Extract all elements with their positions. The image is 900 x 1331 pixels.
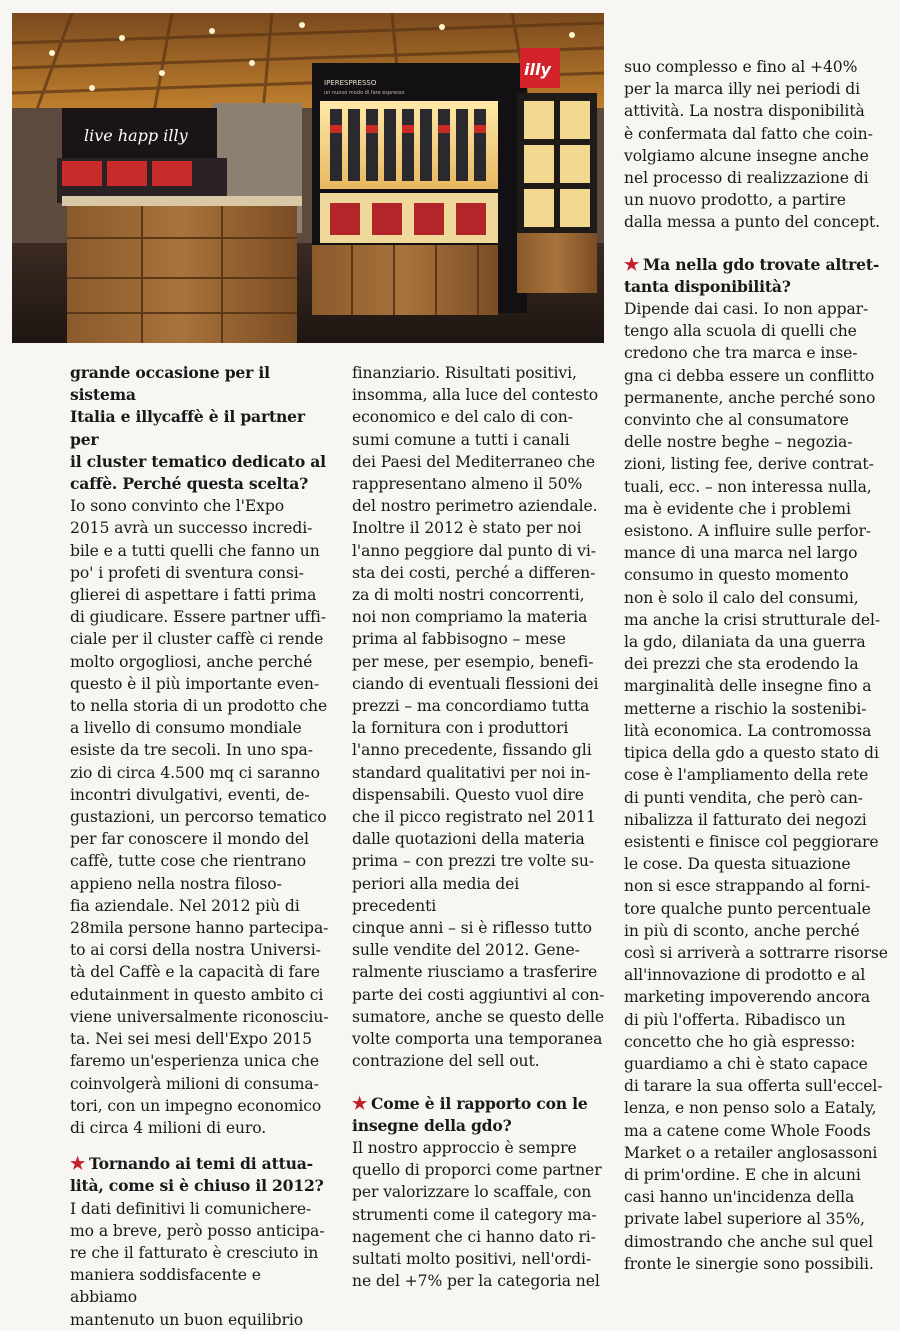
text-line: non si esce strappando al forni- [624, 877, 871, 896]
text-line: ma a catene come Whole Foods [624, 1121, 871, 1140]
illy-store-illustration [12, 13, 604, 343]
text-line: ralmente riusciamo a trasferire [352, 963, 598, 982]
text-line: maniera soddisfacente e abbiamo [70, 1266, 261, 1307]
text-line: di giudicare. Essere partner uffi- [70, 608, 326, 627]
text-line: il cluster tematico dedicato al [70, 451, 326, 471]
text-line: standard qualitativi per noi in- [352, 763, 591, 782]
text-line: convinto che al consumatore [624, 411, 849, 430]
text-line: dimostrando che anche sul quel [624, 1232, 874, 1251]
text-line: non è solo il calo del consumi, [624, 588, 859, 607]
text-line: bile e a tutti quelli che fanno un [70, 541, 320, 560]
text-line: consumo in questo momento [624, 566, 849, 585]
question-expo [70, 362, 332, 495]
star-icon: ★ [352, 1093, 368, 1114]
text-line: coinvolgerà milioni di consuma- [70, 1074, 319, 1093]
text-line: Italia e illycaffè è il partner per [70, 407, 305, 449]
text-line: dei prezzi che sta erodendo la [624, 655, 859, 674]
text-line: del nostro perimetro aziendale. [352, 497, 598, 516]
text-line: esiste da tre secoli. In uno spa- [70, 741, 313, 760]
text-line: caffè, tutte cose che rientrano [70, 852, 307, 871]
text-line: cinque anni – si è riflesso tutto [352, 919, 592, 938]
text-line [70, 1153, 332, 1175]
text-line: prezzi – ma concordiamo tutta [352, 697, 590, 716]
text-line: casi hanno un'incidenza della [624, 1188, 855, 1207]
text-line: dalla messa a punto del concept. [624, 213, 881, 232]
text-line: Inoltre il 2012 è stato per noi [352, 519, 582, 538]
text-line: grande occasione per il sistema [70, 363, 270, 405]
text-line: to nella storia di un prodotto che [70, 697, 328, 716]
text-line: le cose. Da questa situazione [624, 855, 851, 874]
text-line: concetto che ho già espresso: [624, 1032, 856, 1051]
illy-logo-text: illy [524, 60, 551, 79]
text-line: di prim'ordine. E che in alcuni [624, 1165, 861, 1184]
text-line: per valorizzare lo scaffale, con [352, 1183, 592, 1202]
text-line: marketing impoverendo ancora [624, 988, 871, 1007]
answer-expo [70, 495, 332, 1139]
text-line: caffè. Perché questa scelta? [70, 474, 309, 494]
text-line: cose è l'ampliamento della rete [624, 766, 869, 785]
text-line: Market o a retailer anglosassoni [624, 1143, 878, 1162]
text-line: l'anno precedente, fissando gli [352, 741, 592, 760]
text-line: di punti vendita, che però can- [624, 788, 863, 807]
text-line: ciale per il cluster caffè ci rende [70, 630, 324, 649]
text-line: tuali, ecc. – non interessa nulla, [624, 477, 872, 496]
text-line: Il nostro approccio è sempre [352, 1138, 577, 1157]
text-line: finanziario. Risultati positivi, [352, 364, 577, 382]
text-line: faremo un'esperienza unica che [70, 1052, 319, 1071]
text-line: lità economica. La contromossa [624, 721, 872, 740]
text-line: ma è evidente che i problemi [624, 499, 851, 518]
text-line: tipica della gdo a questo stato di [624, 744, 879, 763]
text-line: è confermata dal fatto che coin- [624, 124, 873, 143]
text-line: tengo alla scuola di quelli che [624, 322, 857, 341]
text-line: appieno nella nostra filoso- [70, 874, 282, 893]
text-line: strumenti come il category ma- [352, 1205, 597, 1224]
text-line: questo è il più importante even- [70, 674, 319, 693]
text-line: dei Paesi del Mediterraneo che [352, 452, 596, 471]
text-line: ciando di eventuali flessioni dei [352, 674, 599, 693]
answer-gdo-relationship [352, 1137, 608, 1292]
answer-2012 [70, 1198, 332, 1331]
text-line: viene universalmente riconosciu- [70, 1007, 329, 1026]
text-line: glierei di aspettare i fatti prima [70, 586, 317, 605]
text-line: marginalità delle insegne fino a [624, 677, 872, 696]
text-line: ma anche la crisi strutturale del- [624, 610, 881, 629]
text-line: 2015 avrà un successo incredi- [70, 519, 313, 538]
text-line: sultati molto positivi, nell'ordi- [352, 1249, 592, 1268]
text-line: dispensabili. Questo vuol dire [352, 785, 584, 804]
text-line: che il picco registrato nel 2011 [352, 808, 596, 827]
text-line: gustazioni, un percorso tematico [70, 808, 327, 827]
text-line: zio di circa 4.500 mq ci saranno [70, 763, 320, 782]
question-text: Come è il rapporto con le [371, 1093, 588, 1113]
answer-2012-continued [352, 362, 608, 1073]
text-line: mance di una marca nel largo [624, 544, 858, 563]
text-line: nibalizza il fatturato dei negozi [624, 810, 867, 829]
text-line: I dati definitivi li comunichere- [70, 1199, 312, 1218]
text-line: insegne della gdo? [352, 1115, 512, 1135]
text-line: per la marca illy nei periodi di [624, 80, 861, 99]
text-line: sumi comune a tutti i canali [352, 430, 570, 449]
text-line [352, 1093, 608, 1115]
text-line: periori alla media dei precedenti [352, 874, 520, 915]
text-line: credono che tra marca e inse- [624, 344, 858, 363]
text-line: to ai corsi della nostra Universi- [70, 941, 321, 960]
text-line: ta. Nei sei mesi dell'Expo 2015 [70, 1030, 312, 1049]
text-line [624, 254, 892, 276]
text-line: di più l'offerta. Ribadisco un [624, 1010, 846, 1029]
text-line: quello di proporci come partner [352, 1161, 602, 1180]
text-line: dalle quotazioni della materia [352, 830, 585, 849]
text-line: prima al fabbisogno – mese [352, 630, 566, 649]
left-sign-text: live happ illy [84, 126, 188, 145]
spacer [70, 1139, 332, 1153]
question-gdo-relationship [352, 1093, 608, 1137]
text-line: zioni, listing fee, derive contrat- [624, 455, 874, 474]
text-line: guardiamo a chi è stato capace [624, 1054, 868, 1073]
question-gdo-availability [624, 254, 892, 298]
text-line: ne del +7% per la categoria nel [352, 1272, 600, 1291]
text-line: rappresentano almeno il 50% [352, 475, 583, 494]
text-line: sta dei costi, perché a differen- [352, 563, 596, 582]
text-line: insomma, alla luce del contesto [352, 386, 599, 405]
star-icon: ★ [70, 1154, 86, 1175]
text-line: a livello di consumo mondiale [70, 719, 302, 738]
text-line: fronte le sinergie sono possibili. [624, 1254, 874, 1273]
text-line: mantenuto un buon equilibrio [70, 1310, 304, 1329]
text-line: private label superiore al 35%, [624, 1210, 865, 1229]
iperespresso-subtext: un nuovo modo di fare espresso [324, 90, 405, 96]
text-line: esistono. A influire sulle perfor- [624, 522, 871, 541]
text-line: l'anno peggiore dal punto di vi- [352, 541, 596, 560]
text-line: re che il fatturato è cresciuto in [70, 1243, 319, 1262]
text-line: di tarare la sua offerta sull'eccel- [624, 1077, 883, 1096]
text-line: in più di sconto, anche perché [624, 921, 860, 940]
text-line: po' i profeti di sventura consi- [70, 563, 304, 582]
text-line: tà del Caffè e la capacità di fare [70, 963, 320, 982]
text-line: prima – con prezzi tre volte su- [352, 852, 595, 871]
text-line: la fornitura con i produttori [352, 719, 569, 738]
text-line: edutainment in questo ambito ci [70, 985, 324, 1004]
text-line: tori, con un impegno economico [70, 1096, 322, 1115]
question-2012 [70, 1153, 332, 1197]
text-line: fia aziendale. Nel 2012 più di [70, 896, 300, 915]
text-line: Io sono convinto che l'Expo [70, 497, 284, 516]
text-line: per far conoscere il mondo del [70, 830, 309, 849]
text-line: volgiamo alcune insegne anche [624, 146, 869, 165]
column-2 [352, 362, 608, 1292]
text-line: nagement che ci hanno dato ri- [352, 1227, 596, 1246]
text-line: sumatore, anche se questo delle [352, 1007, 605, 1026]
iperespresso-sign: IPERESPRESSO [324, 79, 377, 87]
text-line: attività. La nostra disponibilità [624, 102, 865, 121]
text-line: noi non compriamo la materia [352, 608, 588, 627]
spacer [352, 1073, 608, 1093]
text-line: tore qualche punto percentuale [624, 899, 871, 918]
text-line: metterne a rischio la sostenibi- [624, 699, 867, 718]
store-photo [12, 13, 604, 343]
question-text: Ma nella gdo trovate altret- [643, 254, 880, 274]
text-line: 28mila persone hanno partecipa- [70, 919, 329, 938]
star-icon: ★ [624, 254, 640, 275]
text-line: contrazione del sell out. [352, 1052, 540, 1071]
text-line: esistenti e finisce col peggiorare [624, 832, 879, 851]
text-line: incontri divulgativi, eventi, de- [70, 785, 310, 804]
text-line: delle nostre beghe – negozia- [624, 433, 853, 452]
text-line: di circa 4 milioni di euro. [70, 1118, 267, 1137]
text-line: nel processo di realizzazione di [624, 169, 869, 188]
text-line: un nuovo prodotto, a partire [624, 191, 846, 210]
text-line: la gdo, dilaniata da una guerra [624, 633, 866, 652]
text-line: parte dei costi aggiuntivi al con- [352, 985, 605, 1004]
text-line: sulle vendite del 2012. Gene- [352, 941, 580, 960]
text-line: mo a breve, però posso anticipa- [70, 1221, 325, 1240]
text-line: lità, come si è chiuso il 2012? [70, 1176, 324, 1196]
column-1 [70, 362, 332, 1331]
text-line: lenza, e non penso solo a Eataly, [624, 1099, 877, 1118]
answer-gdo-availability [624, 298, 892, 1275]
text-line: economico e del calo di con- [352, 408, 573, 427]
text-line: Dipende dai casi. Io non appar- [624, 300, 869, 319]
text-line: suo complesso e fino al +40% [624, 58, 858, 76]
answer-gdo-continued [624, 56, 892, 234]
column-3 [624, 56, 892, 1275]
text-line: gna ci debba essere un conflitto [624, 366, 875, 385]
text-line: all'innovazione di prodotto e al [624, 966, 866, 985]
spacer [624, 234, 892, 254]
text-line: volte comporta una temporanea [352, 1030, 603, 1049]
text-line: permanente, anche perché sono [624, 388, 876, 407]
text-line: per mese, per esempio, benefi- [352, 652, 594, 671]
text-line: tanta disponibilità? [624, 276, 791, 296]
text-line: molto orgogliosi, anche perché [70, 652, 313, 671]
text-line: così si arriverà a sottrarre risorse [624, 943, 888, 962]
question-text: Tornando ai temi di attua- [89, 1154, 313, 1174]
text-line: za di molti nostri concorrenti, [352, 586, 585, 605]
